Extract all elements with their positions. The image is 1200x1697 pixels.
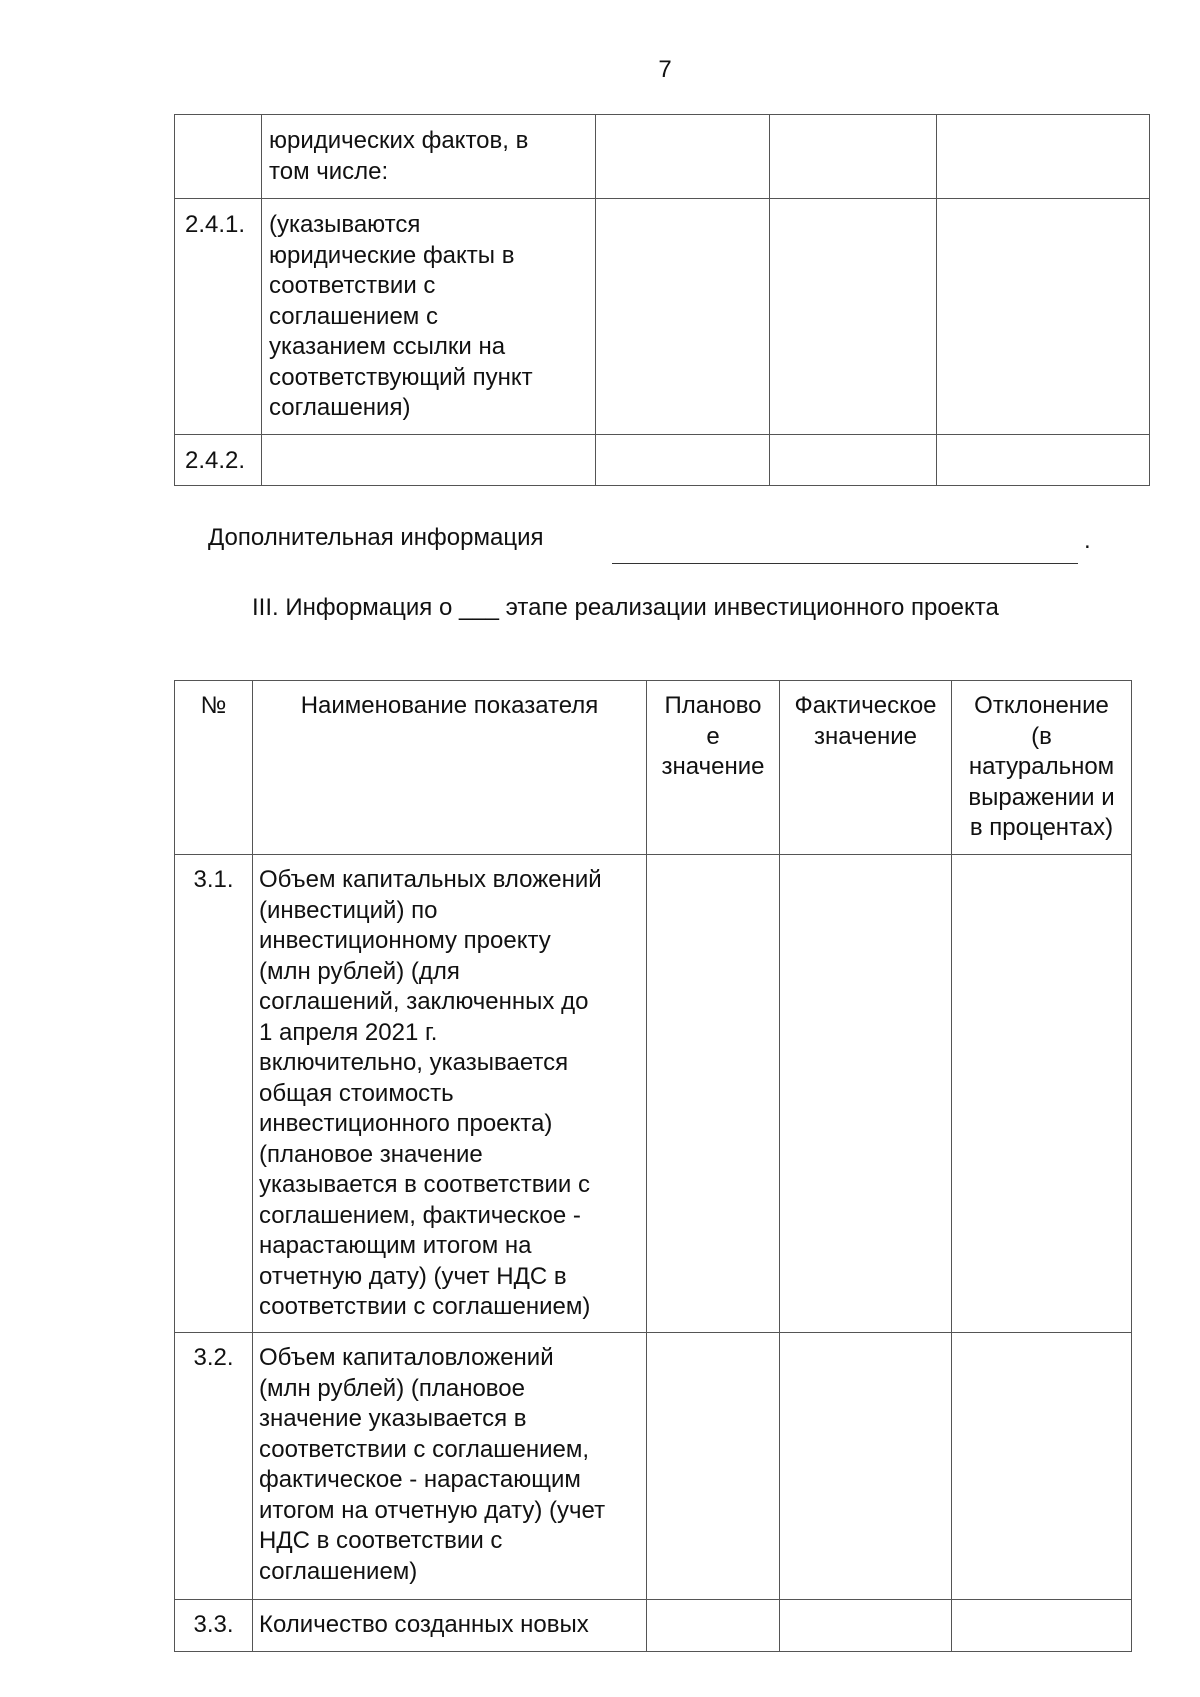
stage-info-table	[174, 680, 1132, 1652]
actual-value-cell	[780, 855, 952, 1333]
row-number-cell: 2.4.2.	[175, 435, 262, 486]
indicator-name-cell: Объем капиталовложений (млн рублей) (плановое значение указывается в соответствии с соглашением, фактическое - нарастающим итогом на отчетную дату) (учет НДС в соответствии с соглашением)	[253, 1333, 647, 1600]
actual-value-cell	[770, 435, 937, 486]
section-title: III. Информация о ___ этапе реализации инвестиционного проекта	[252, 594, 999, 621]
header-actual-value: Фактическое значение	[780, 681, 952, 855]
row-number-cell: 3.2.	[175, 1333, 253, 1600]
row-number-cell: 3.3.	[175, 1600, 253, 1652]
planned-value-cell	[647, 855, 780, 1333]
planned-value-cell	[647, 1333, 780, 1600]
continuation-table	[174, 114, 1150, 486]
table-row	[175, 199, 1150, 435]
header-planned-value: Планово е значение	[647, 681, 780, 855]
indicator-name-cell: Объем капитальных вложений (инвестиций) по инвестиционному проекту (млн рублей) (для соглашений, заключенных до 1 апреля 2021 г. включительно, указывается общая стоимость инвестиционного проекта) (плановое значение указывается в соответствии с соглашением, фактическое - нарастающим итогом на отчетную дату) (учет НДС в соответствии с соглашением)	[253, 855, 647, 1333]
deviation-cell	[937, 435, 1150, 486]
additional-info-end-mark: .	[1084, 527, 1091, 554]
additional-info-blank-line	[612, 563, 1078, 564]
planned-value-cell	[596, 115, 770, 199]
deviation-cell	[952, 1600, 1132, 1652]
additional-info-label: Дополнительная информация	[208, 524, 544, 551]
table-row	[175, 855, 1132, 1333]
table-row	[175, 1600, 1132, 1652]
actual-value-cell	[770, 115, 937, 199]
deviation-cell	[952, 1333, 1132, 1600]
row-number-cell: 3.1.	[175, 855, 253, 1333]
indicator-name-cell	[262, 435, 596, 486]
indicator-name-cell: юридических фактов, в том числе:	[262, 115, 596, 199]
header-indicator-name: Наименование показателя	[253, 681, 647, 855]
deviation-cell	[952, 855, 1132, 1333]
actual-value-cell	[770, 199, 937, 435]
table-row	[175, 1333, 1132, 1600]
header-number: №	[175, 681, 253, 855]
deviation-cell	[937, 115, 1150, 199]
indicator-name-cell: Количество созданных новых	[253, 1600, 647, 1652]
actual-value-cell	[780, 1600, 952, 1652]
row-number-cell: 2.4.1.	[175, 199, 262, 435]
planned-value-cell	[647, 1600, 780, 1652]
planned-value-cell	[596, 199, 770, 435]
deviation-cell	[937, 199, 1150, 435]
row-number-cell	[175, 115, 262, 199]
table-header-row	[175, 681, 1132, 855]
indicator-name-cell: (указываются юридические факты в соответствии с соглашением с указанием ссылки на соответствующий пункт соглашения)	[262, 199, 596, 435]
page-number: 7	[658, 56, 672, 83]
table-row	[175, 115, 1150, 199]
actual-value-cell	[780, 1333, 952, 1600]
planned-value-cell	[596, 435, 770, 486]
header-deviation: Отклонение (в натуральном выражении и в процентах)	[952, 681, 1132, 855]
table-row	[175, 435, 1150, 486]
